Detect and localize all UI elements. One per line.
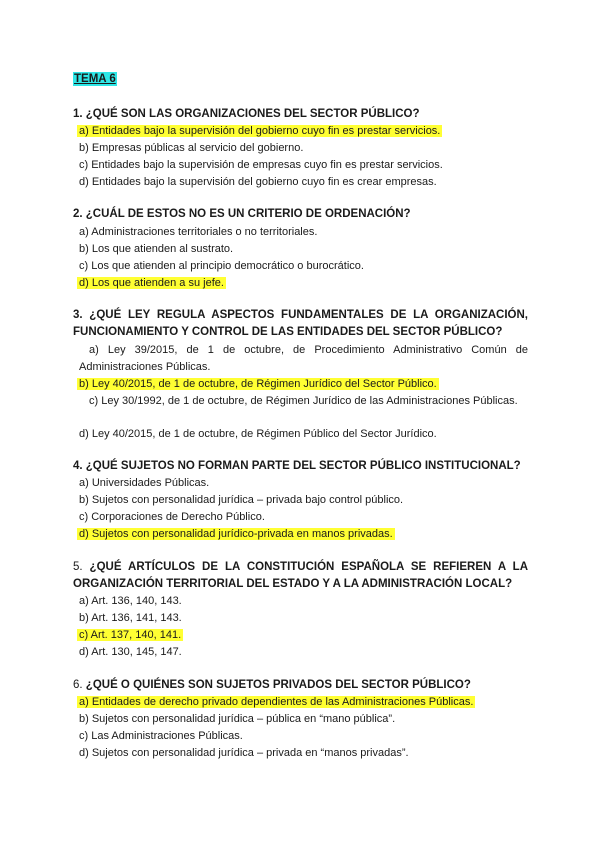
question-5-option-a: a) Art. 136, 140, 143. xyxy=(79,595,182,607)
answer-highlight: a) Entidades de derecho privado dependientes de las Administraciones Públicas. xyxy=(79,696,474,708)
question-4-option-a: a) Universidades Públicas. xyxy=(79,477,210,489)
question-3-option-d: d) Ley 40/2015, de 1 de octubre, de Régimen Público del Sector Jurídico. xyxy=(79,428,437,440)
question-3-option-c: c) Ley 30/1992, de 1 de octubre, de Régimen Jurídico de las Administraciones Públicas. xyxy=(89,395,518,407)
answer-highlight: b) Ley 40/2015, de 1 de octubre, de Régimen Jurídico del Sector Público. xyxy=(79,378,437,390)
question-5-text: ¿QUÉ ARTÍCULOS DE LA CONSTITUCIÓN ESPAÑOLA SE REFIEREN A LA ORGANIZACIÓN TERRITORIAL DEL ESTADO Y A LA ADMINISTRACIÓN LOCAL? xyxy=(73,561,528,590)
question-1-option-b: b) Empresas públicas al servicio del gobierno. xyxy=(79,142,304,154)
question-2-option-a: a) Administraciones territoriales o no territoriales. xyxy=(79,226,318,238)
question-2-option-d xyxy=(79,275,226,292)
question-1-option-c: c) Entidades bajo la supervisión de empresas cuyo fin es prestar servicios. xyxy=(79,159,443,171)
question-6-text: ¿QUÉ O QUIÉNES SON SUJETOS PRIVADOS DEL SECTOR PÚBLICO? xyxy=(85,679,471,691)
question-2-title: 2. ¿CUÁL DE ESTOS NO ES UN CRITERIO DE ORDENACIÓN? xyxy=(73,208,411,220)
question-1-option-d: d) Entidades bajo la supervisión del gobierno cuyo fin es crear empresas. xyxy=(79,176,437,188)
question-4-option-b: b) Sujetos con personalidad jurídica – privada bajo control público. xyxy=(79,494,404,506)
question-4-title: 4. ¿QUÉ SUJETOS NO FORMAN PARTE DEL SECTOR PÚBLICO INSTITUCIONAL? xyxy=(73,460,521,472)
question-2-option-b: b) Los que atienden al sustrato. xyxy=(79,243,234,255)
question-3-title: 3. ¿QUÉ LEY REGULA ASPECTOS FUNDAMENTALES DE LA ORGANIZACIÓN, FUNCIONAMIENTO Y CONTROL DE LAS ENTIDADES DEL SECTOR PÚBLICO? xyxy=(73,309,528,338)
question-5-title xyxy=(73,559,528,593)
question-6-option-b: b) Sujetos con personalidad jurídica – pública en “mano pública”. xyxy=(79,713,396,725)
question-6-number: 6. xyxy=(73,679,83,691)
question-6-option-a xyxy=(79,694,475,711)
answer-highlight: c) Art. 137, 140, 141. xyxy=(79,629,182,641)
question-5-option-b: b) Art. 136, 141, 143. xyxy=(79,612,182,624)
question-6-option-d: d) Sujetos con personalidad jurídica – privada en “manos privadas”. xyxy=(79,747,409,759)
question-6-title xyxy=(73,677,528,694)
question-4-option-d xyxy=(79,526,395,543)
question-1-option-a xyxy=(79,123,442,140)
question-2-option-c: c) Los que atienden al principio democrático o burocrático. xyxy=(79,260,364,272)
question-5-number: 5. xyxy=(73,561,83,573)
question-3-option-a: a) Ley 39/2015, de 1 de octubre, de Procedimiento Administrativo Común de Administraciones Públicas. xyxy=(79,344,528,373)
question-4-option-c: c) Corporaciones de Derecho Público. xyxy=(79,511,265,523)
answer-highlight: d) Sujetos con personalidad jurídico-privada en manos privadas. xyxy=(79,528,393,540)
answer-highlight: a) Entidades bajo la supervisión del gobierno cuyo fin es prestar servicios. xyxy=(79,125,441,137)
question-5-option-c xyxy=(79,627,183,644)
question-5-option-d: d) Art. 130, 145, 147. xyxy=(79,646,182,658)
question-6-option-c: c) Las Administraciones Públicas. xyxy=(79,730,243,742)
answer-highlight: d) Los que atienden a su jefe. xyxy=(79,277,224,289)
question-1-title: 1. ¿QUÉ SON LAS ORGANIZACIONES DEL SECTOR PÚBLICO? xyxy=(73,108,420,120)
question-3-option-b xyxy=(79,376,439,393)
section-title: TEMA 6 xyxy=(74,73,116,85)
